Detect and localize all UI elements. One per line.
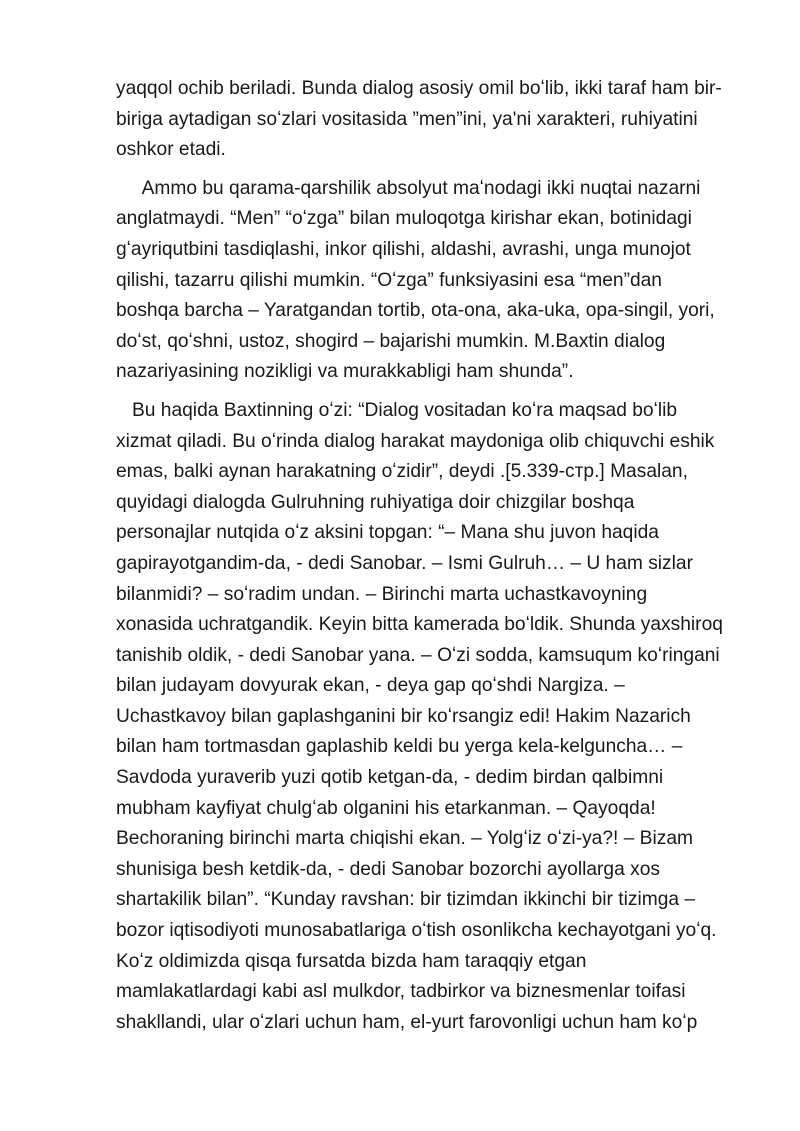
paragraph-1 xyxy=(116,74,746,166)
text-line: nazariyasining nozikligi va murakkabligi ham shunda”. xyxy=(116,361,574,383)
paragraph-3 xyxy=(116,396,746,1038)
text-line: gʻayriqutbini tasdiqlashi, inkor qilishi, aldashi, avrashi, unga munojot xyxy=(116,238,691,260)
text-line: bozor iqtisodiyoti munosabatlariga oʻtish osonlikcha kechayotgani yoʻq. xyxy=(116,920,717,942)
text-line: oshkor etadi. xyxy=(116,139,226,161)
text-line: quyidagi dialogda Gulruhning ruhiyatiga doir chizgilar boshqa xyxy=(116,491,635,513)
text-line: doʻst, qoʻshni, ustoz, shogird – bajarishi mumkin. M.Baxtin dialog xyxy=(116,330,666,352)
text-line: xonasida uchratgandik. Keyin bitta kamerada boʻldik. Shunda yaxshiroq xyxy=(116,614,723,636)
text-line: Koʻz oldimizda qisqa fursatda bizda ham taraqqiy etgan xyxy=(116,950,587,972)
text-line: shakllandi, ular oʻzlari uchun ham, el-yurt farovonligi uchun ham koʻp xyxy=(116,1011,698,1033)
text-line: Uchastkavoy bilan gaplashganini bir koʻrsangiz edi! Hakim Nazarich xyxy=(116,705,691,727)
text-line: shunisiga besh ketdik-da, - dedi Sanobar bozorchi ayollarga xos xyxy=(116,858,660,880)
text-line: bilan judayam dovyurak ekan, - deya gap qoʻshdi Nargiza. – xyxy=(116,675,625,697)
text-line: yaqqol ochib beriladi. Bunda dialog asosiy omil boʻlib, ikki taraf ham bir- xyxy=(116,78,722,99)
text-line: anglatmaydi. “Men” “oʻzga” bilan muloqotga kirishar ekan, botinidagi xyxy=(116,208,692,230)
text-line: Savdoda yuraverib yuzi qotib ketgan-da, - dedim birdan qalbimni xyxy=(116,767,664,789)
text-line: mamlakatlardagi kabi asl mulkdor, tadbirkor va biznesmenlar toifasi xyxy=(116,981,686,1003)
text-line: mubham kayfiyat chulgʻab olganini his etarkanman. – Qayoqda! xyxy=(116,797,656,819)
text-line: tanishib oldik, - dedi Sanobar yana. – Oʻzi sodda, kamsuqum koʻringani xyxy=(116,644,720,666)
text-line: bilan ham tortmasdan gaplashib keldi bu yerga kela-kelguncha… – xyxy=(116,736,683,758)
text-line: Bu haqida Baxtinning oʻzi: “Dialog vositadan koʻra maqsad boʻlib xyxy=(116,399,678,421)
text-line: emas, balki aynan harakatning oʻzidir”, deydi .[5.339-стр.] Masalan, xyxy=(116,461,688,483)
text-line: biriga aytadigan soʻzlari vositasida ”men”ini, ya'ni xarakteri, ruhiyatini xyxy=(116,108,698,130)
text-line: personajlar nutqida oʻz aksini topgan: “– Mana shu juvon haqida xyxy=(116,522,659,544)
document-page xyxy=(116,74,746,1038)
text-line: xizmat qiladi. Bu oʻrinda dialog harakat maydoniga olib chiquvchi eshik xyxy=(116,430,715,452)
text-line: Bechoraning birinchi marta chiqishi ekan. – Yolgʻiz oʻzi-ya?! – Bizam xyxy=(116,828,693,850)
text-line: bilanmidi? – soʻradim undan. – Birinchi marta uchastkavoyning xyxy=(116,583,648,605)
text-line: qilishi, tazarru qilishi mumkin. “Oʻzga” funksiyasini esa “men”dan xyxy=(116,269,662,291)
text-line: Ammo bu qarama-qarshilik absolyut maʻnodagi ikki nuqtai nazarni xyxy=(116,177,701,199)
text-line: shartakilik bilan”. “Kunday ravshan: bir tizimdan ikkinchi bir tizimga – xyxy=(116,889,696,911)
text-line: boshqa barcha – Yaratgandan tortib, ota-ona, aka-uka, opa-singil, yori, xyxy=(116,300,715,322)
paragraph-2 xyxy=(116,174,746,388)
text-line: gapirayotgandim-da, - dedi Sanobar. – Ismi Gulruh… – U ham sizlar xyxy=(116,552,693,574)
